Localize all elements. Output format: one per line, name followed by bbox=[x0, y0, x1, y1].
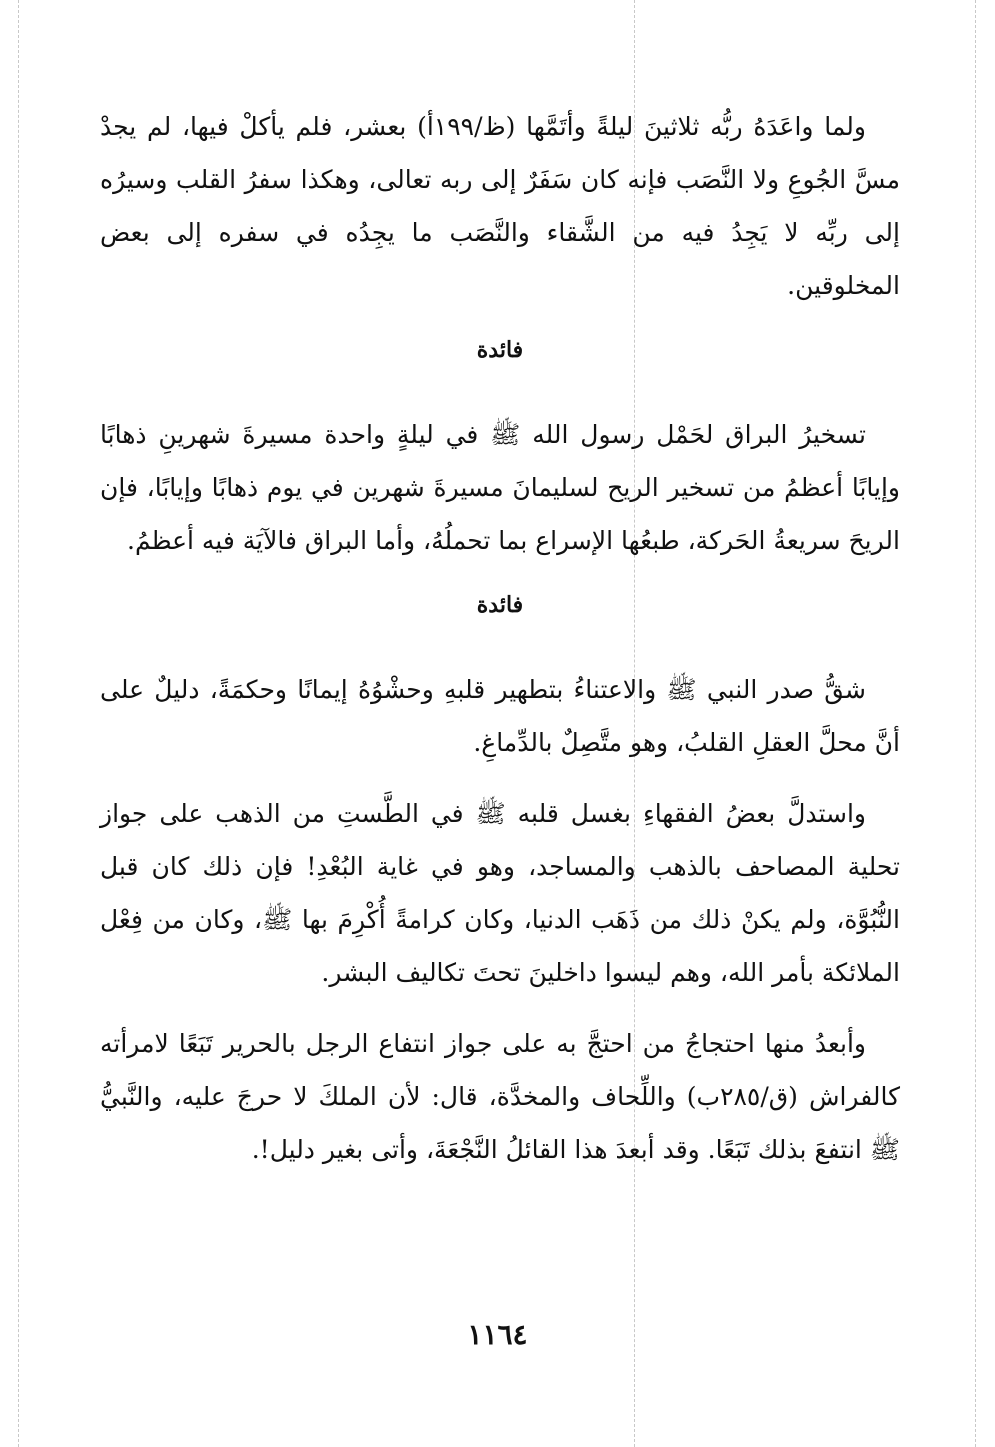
paragraph-1: ولما واعَدَهُ ربُّه ثلاثينَ ليلةً وأتَمَّها (ظ/١٩٩أ) بعشر، فلم يأكلْ فيها، لم يجدْ مسَّ الجُوعِ ولا النَّصَب فإنه كان سَفَرٌ إلى ربه تعالى، وهكذا سفرُ القلب وسيرُه إلى ربِّه لا يَجِدُ فيه من الشَّقاء والنَّصَب ما يجِدُه في سفره إلى بعض المخلوقين. bbox=[100, 112, 900, 300]
page-number: ١١٦٤ bbox=[467, 1318, 528, 1351]
page-body bbox=[100, 100, 900, 1176]
paragraph-3: شقُّ صدر النبي ﷺ والاعتناءُ بتطهير قلبهِ وحشْوُهُ إيمانًا وحكمَةً، دليلٌ على أنَّ محلَّ العقلِ القلبُ، وهو متَّصِلٌ بالدِّماغِ. bbox=[100, 675, 900, 757]
paragraph-4: واستدلَّ بعضُ الفقهاءِ بغسل قلبه ﷺ في الطَّستِ من الذهب على جواز تحلية المصاحف بالذهب والمساجد، وهو في غاية البُعْدِ! فإن ذلك كان قبل النُّبُوَّة، ولم يكنْ ذلك من ذَهَب الدنيا، وكان كرامةً أُكْرِمَ بها ﷺ، وكان من فِعْل الملائكة بأمر الله، وهم ليسوا داخلينَ تحتَ تكاليف البشر. bbox=[100, 799, 900, 987]
paragraph-2: تسخيرُ البراق لحَمْل رسول الله ﷺ في ليلةٍ واحدة مسيرةَ شهرينِ ذهابًا وإيابًا أعظمُ من تسخير الريح لسليمانَ مسيرةَ شهرين في يوم ذهابًا وإيابًا، فإن الريحَ سريعةُ الحَركة، طبعُها الإسراع بما تحملُهُ، وأما البراق فالآيَة فيه أعظمُ. bbox=[100, 420, 900, 555]
guide-line-left bbox=[18, 0, 19, 1447]
guide-line-right bbox=[975, 0, 976, 1447]
section-heading-1: فائدة bbox=[476, 337, 524, 363]
paragraph-5: وأبعدُ منها احتجاجُ من احتجَّ به على جواز انتفاع الرجل بالحرير تَبَعًا لامرأته كالفراش (ق/٢٨٥ب) واللِّحاف والمخدَّة، قال: لأن الملكَ لا حرجَ عليه، والنَّبيُّ ﷺ انتفعَ بذلك تَبَعًا. وقد أبعدَ هذا القائلُ النَّجْعَةَ، وأتى بغير دليل!. bbox=[100, 1029, 900, 1164]
section-heading-2: فائدة bbox=[476, 592, 524, 618]
